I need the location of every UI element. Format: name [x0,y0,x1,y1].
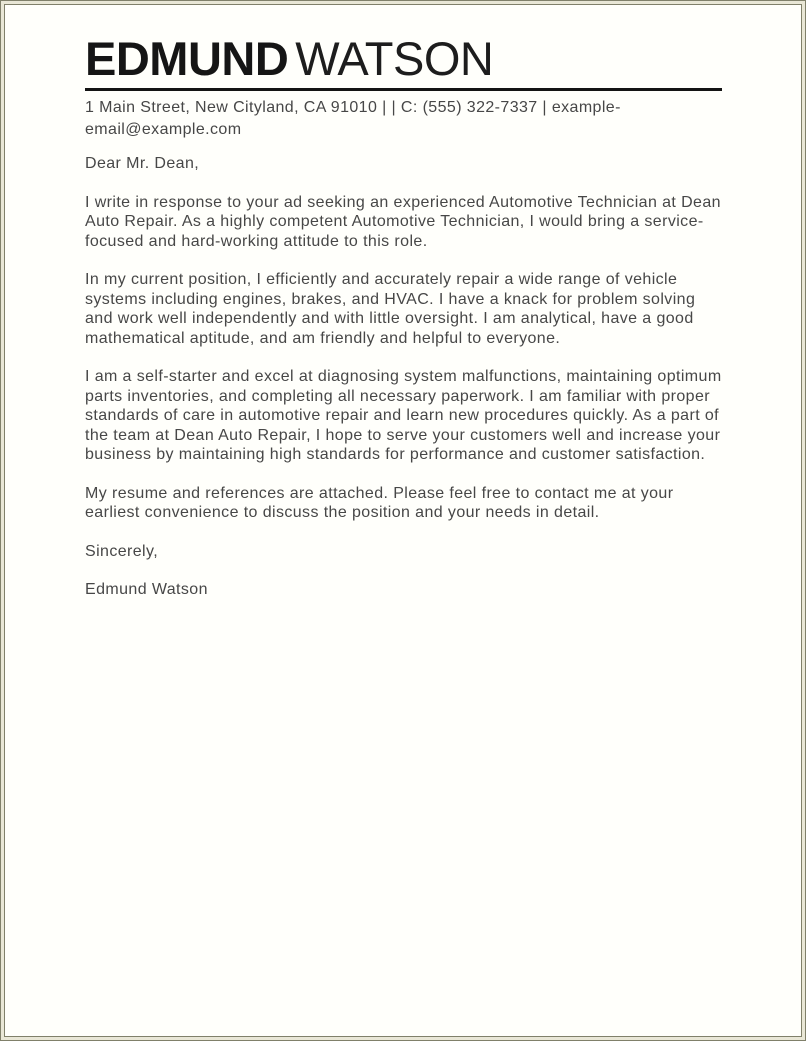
letterhead [85,32,722,141]
salutation: Dear Mr. Dean, [85,155,200,172]
candidate-first-name: EDMUND [85,32,289,85]
signature-name: Edmund Watson [85,581,208,598]
candidate-name [85,32,722,85]
paragraph-current-position: In my current position, I efficiently and accurately repair a wide range of vehicle systems including engines, brakes, and HVAC. I have a knack for problem solving and work well independently and with little oversight. I am analytical, have a good mathematical aptitude, and am friendly and helpful to everyone. [85,271,696,347]
paragraph-call-to-action: My resume and references are attached. Please feel free to contact me at your earliest convenience to discuss the position and your needs in detail. [85,484,674,521]
closing: Sincerely, [85,542,159,560]
letter-body [85,154,722,600]
candidate-last-name: WATSON [295,32,494,85]
letter-page [4,4,802,1037]
header-rule [85,88,722,91]
paragraph-intro: I write in response to your ad seeking an experienced Automotive Technician at Dean Auto Repair. As a highly competent Automotive Technician, I would bring a service-focused and hard-working attitude to this role. [85,193,721,250]
contact-info: 1 Main Street, New Cityland, CA 91010 | | C: (555) 322-7337 | example-email@example.com [85,99,621,138]
paragraph-skills: I am a self-starter and excel at diagnosing system malfunctions, maintaining optimum parts inventories, and completing all necessary paperwork. I am familiar with proper standards of care in automotive repair and learn new procedures quickly. As a part of the team at Dean Auto Repair, I hope to serve your customers well and increase your business by maintaining high standards for performance and customer satisfaction. [85,368,722,463]
